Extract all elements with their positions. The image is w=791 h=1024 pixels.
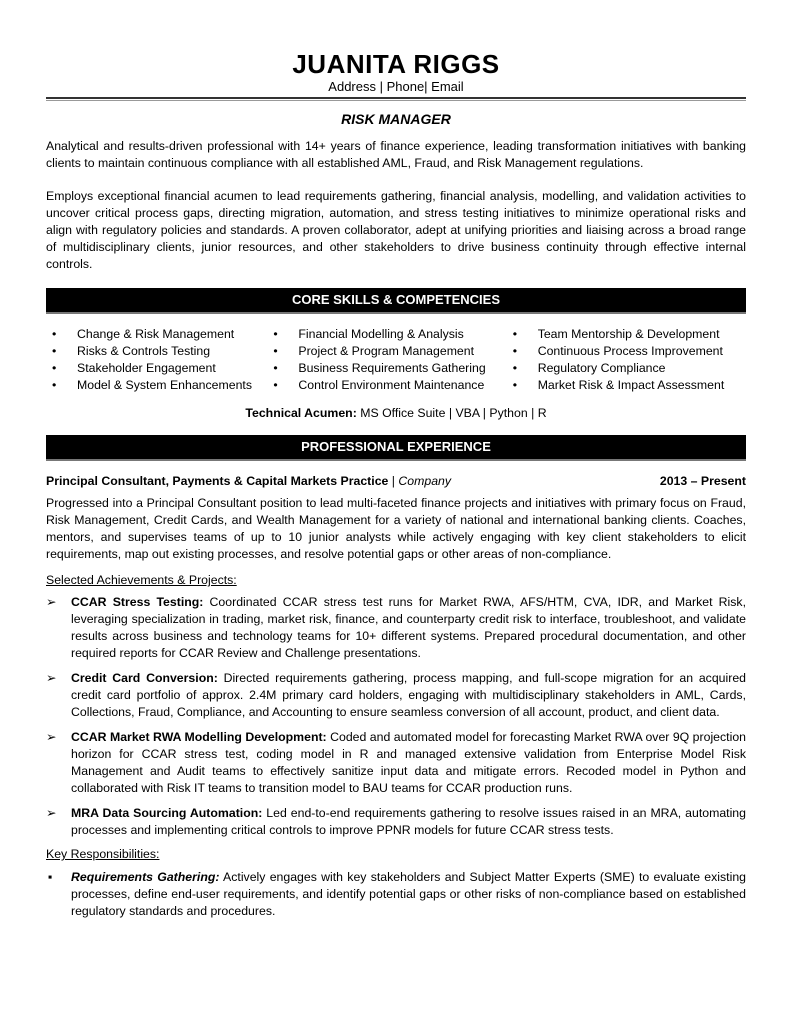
achievement-item [46, 594, 746, 662]
contact-line: Address | Phone| Email [328, 79, 464, 94]
arrow-icon: ➢ [46, 730, 57, 744]
skill-item: • Control Environment Maintenance [267, 377, 506, 394]
responsibility-label: Requirements Gathering: [71, 870, 220, 884]
skill-item: • Team Mentorship & Development [507, 326, 746, 343]
achievements-heading: Selected Achievements & Projects: [46, 573, 237, 587]
technical-acumen-label: Technical Acumen: [245, 406, 357, 420]
experience-heading: PROFESSIONAL EXPERIENCE [46, 435, 746, 461]
achievement-item [46, 805, 746, 839]
skill-item: • Model & System Enhancements [46, 377, 267, 394]
role-description: Progressed into a Principal Consultant position to lead multi-faceted finance projects and initiatives with primary focus on Fraud, Risk Management, Credit Cards, and Wealth Management for a variety of national and international banking clients. Coaches, mentors, and supervises teams of up to 10 junior analysts while actively engaging with key client stakeholders to elicit requirements, map out existing processes, and resolve potential gaps or other areas of non-compliance. [46, 496, 746, 561]
role-dates: 2013 – Present [659, 474, 746, 488]
technical-acumen [46, 405, 746, 422]
achievement-label: Credit Card Conversion: [71, 671, 218, 685]
candidate-name: JUANITA RIGGS [292, 49, 500, 79]
achievement-text: Led end-to-end requirements gathering to resolve issues raised in an MRA, automating processes and implementing critical controls to improve PPNR models for future CCAR stress tests. [71, 806, 746, 837]
achievement-label: MRA Data Sourcing Automation: [71, 806, 263, 820]
role-separator: | [388, 474, 399, 488]
skills-heading: CORE SKILLS & COMPETENCIES [46, 288, 746, 314]
skill-item: • Project & Program Management [267, 343, 506, 360]
achievement-text: Coordinated CCAR stress test runs for Market RWA, AFS/HTM, CVA, IDR, and Market Risk, leveraging specialization in trading, market risk, finance, and counterparty credit risk to interface, troubleshoot, and validate results across business and technology teams for 10+ different systems. Prepared procedural documentation, and other required reports for CCAR Review and Challenge presentations. [71, 595, 746, 660]
achievement-label: CCAR Stress Testing: [71, 595, 204, 609]
arrow-icon: ➢ [46, 806, 57, 820]
achievement-text: Coded and automated model for forecasting Market RWA over 9Q projection horizon for CCAR stress test, coding model in R and managed extensive validation from Enterprise Model Risk Management and Audit teams to effectively sanitize input data and mitigate errors. Recoded model in Python and collaborated with Risk IT teams to transition model to BAU teams for CCAR production runs. [71, 730, 746, 795]
skills-column-2 [267, 326, 506, 394]
skill-item: • Change & Risk Management [46, 326, 267, 343]
job-title: RISK MANAGER [341, 111, 451, 127]
skill-item: • Financial Modelling & Analysis [267, 326, 506, 343]
responsibility-item [46, 869, 746, 920]
skill-item: • Business Requirements Gathering [267, 360, 506, 377]
achievement-label: CCAR Market RWA Modelling Development: [71, 730, 327, 744]
role-title: Principal Consultant, Payments & Capital Markets Practice [46, 474, 389, 488]
header-divider [46, 97, 746, 101]
resume-page [46, 0, 746, 920]
skill-item: • Risks & Controls Testing [46, 343, 267, 360]
skill-item: • Stakeholder Engagement [46, 360, 267, 377]
arrow-icon: ➢ [46, 671, 57, 685]
arrow-icon: ➢ [46, 595, 57, 609]
responsibility-text: Actively engages with key stakeholders and Subject Matter Experts (SME) to evaluate existing processes, define end-user requirements, and identify potential gaps or other risks of non-compliance based on established regulatory standards and procedures. [71, 870, 746, 918]
skill-item: • Regulatory Compliance [507, 360, 746, 377]
square-bullet-icon: ▪ [48, 870, 53, 884]
role-line [46, 473, 746, 490]
achievement-text: Directed requirements gathering, process mapping, and full-scope migration for an acquired credit card portfolio of approx. 2.4M primary card holders, engaging with multidisciplinary stakeholders in AML, Cards, Collections, Fraud, Compliance, and Accounting to ensure seamless conversion of all account, product, and client data. [71, 671, 746, 719]
summary-paragraph-1: Analytical and results-driven professional with 14+ years of finance experience, leading transformation initiatives with banking clients to maintain continuous compliance with all established AML, Fraud, and Risk Management regulations. [46, 139, 746, 170]
summary-paragraph-2: Employs exceptional financial acumen to lead requirements gathering, financial analysis, modelling, and validation activities to uncover critical process gaps, directing migration, automation, and stress testing initiatives to minimize operational risks and align with regulatory policies and standards. A proven collaborator, adept at unifying priorities and liaising across a broad range of multidisciplinary clients, junior resources, and other stakeholders to drive business continuity through effective internal controls. [46, 189, 746, 271]
achievement-item [46, 670, 746, 721]
skills-list [46, 326, 746, 394]
skill-item: • Continuous Process Improvement [507, 343, 746, 360]
achievement-item [46, 729, 746, 797]
company-name: Company [398, 474, 452, 488]
skills-column-3 [507, 326, 746, 394]
skill-item: • Market Risk & Impact Assessment [507, 377, 746, 394]
technical-acumen-value: MS Office Suite | VBA | Python | R [356, 406, 547, 420]
skills-column-1 [46, 326, 267, 394]
responsibilities-heading: Key Responsibilities: [46, 847, 160, 861]
role-title-group [46, 473, 451, 490]
